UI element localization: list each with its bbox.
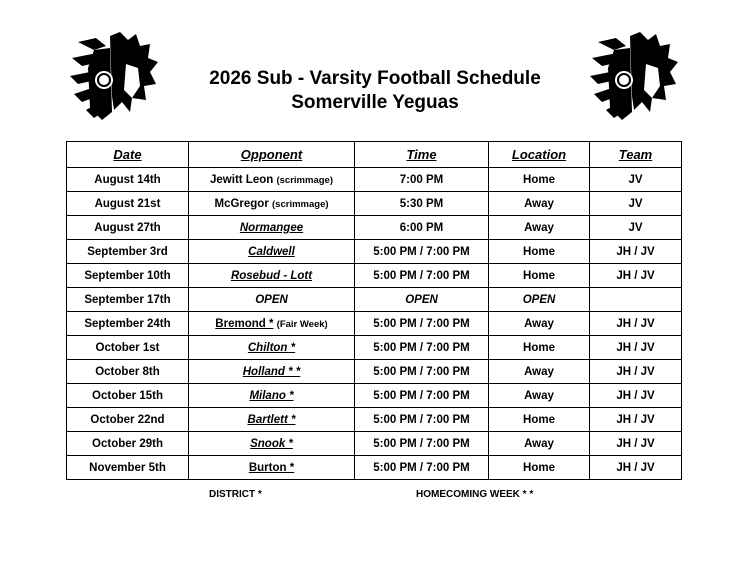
schedule-table <box>66 141 682 480</box>
opponent-cell <box>189 216 355 240</box>
location-cell: Away <box>489 360 590 384</box>
date-cell: October 15th <box>67 384 189 408</box>
location-cell: Home <box>489 168 590 192</box>
column-header-time: Time <box>355 142 489 168</box>
date-cell: September 17th <box>67 288 189 312</box>
team-cell: JH / JV <box>590 312 682 336</box>
time-cell: 5:00 PM / 7:00 PM <box>355 336 489 360</box>
date-cell: October 22nd <box>67 408 189 432</box>
time-cell: 5:00 PM / 7:00 PM <box>355 384 489 408</box>
opponent-name: Bartlett * <box>247 413 296 426</box>
date-cell: November 5th <box>67 456 189 480</box>
date-cell: September 3rd <box>67 240 189 264</box>
time-cell: 6:00 PM <box>355 216 489 240</box>
location-cell: Away <box>489 312 590 336</box>
location-cell: Away <box>489 192 590 216</box>
opponent-name: Caldwell <box>248 245 295 258</box>
opponent-cell <box>189 360 355 384</box>
location-cell: Away <box>489 432 590 456</box>
opponent-cell <box>189 168 355 192</box>
time-cell: 5:00 PM / 7:00 PM <box>355 432 489 456</box>
opponent-cell <box>189 192 355 216</box>
opponent-cell <box>189 408 355 432</box>
opponent-cell <box>189 432 355 456</box>
time-cell: 5:00 PM / 7:00 PM <box>355 240 489 264</box>
table-row <box>67 216 682 240</box>
opponent-name: McGregor <box>214 197 269 210</box>
opponent-name: Burton * <box>248 461 295 474</box>
opponent-cell <box>189 240 355 264</box>
table-row <box>67 240 682 264</box>
opponent-note: (scrimmage) <box>272 198 329 210</box>
table-row <box>67 360 682 384</box>
opponent-cell <box>189 456 355 480</box>
team-cell: JH / JV <box>590 456 682 480</box>
page-title: 2026 Sub - Varsity Football Schedule <box>209 68 541 89</box>
table-header-row <box>67 142 682 168</box>
table-row <box>67 336 682 360</box>
opponent-name: Rosebud - Lott <box>230 269 313 282</box>
page-subtitle: Somerville Yeguas <box>291 92 459 113</box>
date-cell: September 10th <box>67 264 189 288</box>
time-cell: OPEN <box>355 288 489 312</box>
date-cell: August 14th <box>67 168 189 192</box>
location-cell: Home <box>489 264 590 288</box>
opponent-cell: OPEN <box>189 288 355 312</box>
team-cell: JV <box>590 168 682 192</box>
date-cell: October 1st <box>67 336 189 360</box>
table-row <box>67 288 682 312</box>
column-header-team: Team <box>590 142 682 168</box>
column-header-date: Date <box>67 142 189 168</box>
time-cell: 5:00 PM / 7:00 PM <box>355 312 489 336</box>
team-cell: JH / JV <box>590 264 682 288</box>
date-cell: October 29th <box>67 432 189 456</box>
location-cell: OPEN <box>489 288 590 312</box>
team-cell: JV <box>590 216 682 240</box>
opponent-name: Holland * * <box>242 365 301 378</box>
opponent-note: (Fair Week) <box>276 318 328 330</box>
location-cell: Away <box>489 216 590 240</box>
team-cell <box>590 288 682 312</box>
table-row <box>67 456 682 480</box>
table-row <box>67 432 682 456</box>
opponent-name: Normangee <box>239 221 304 234</box>
table-row <box>67 168 682 192</box>
location-cell: Home <box>489 336 590 360</box>
team-cell: JH / JV <box>590 240 682 264</box>
team-cell: JH / JV <box>590 336 682 360</box>
location-cell: Home <box>489 240 590 264</box>
table-row <box>67 408 682 432</box>
team-cell: JH / JV <box>590 408 682 432</box>
time-cell: 5:00 PM / 7:00 PM <box>355 408 489 432</box>
time-cell: 5:00 PM / 7:00 PM <box>355 360 489 384</box>
opponent-note: (scrimmage) <box>276 174 333 186</box>
time-cell: 7:00 PM <box>355 168 489 192</box>
homecoming-legend: HOMECOMING WEEK * * <box>416 489 534 500</box>
location-cell: Home <box>489 456 590 480</box>
table-row <box>67 264 682 288</box>
opponent-cell <box>189 336 355 360</box>
table-row <box>67 312 682 336</box>
opponent-cell <box>189 312 355 336</box>
opponent-name: Bremond * <box>215 317 274 330</box>
location-cell: Away <box>489 384 590 408</box>
team-cell: JH / JV <box>590 360 682 384</box>
table-row <box>67 384 682 408</box>
table-row <box>67 192 682 216</box>
opponent-name: Milano * <box>249 389 294 402</box>
date-cell: August 27th <box>67 216 189 240</box>
opponent-name: Snook * <box>250 437 293 450</box>
opponent-name: Jewitt Leon <box>210 173 274 186</box>
column-header-opponent: Opponent <box>189 142 355 168</box>
time-cell: 5:00 PM / 7:00 PM <box>355 264 489 288</box>
time-cell: 5:00 PM / 7:00 PM <box>355 456 489 480</box>
location-cell: Home <box>489 408 590 432</box>
date-cell: September 24th <box>67 312 189 336</box>
date-cell: October 8th <box>67 360 189 384</box>
team-cell: JH / JV <box>590 432 682 456</box>
time-cell: 5:30 PM <box>355 192 489 216</box>
column-header-location: Location <box>489 142 590 168</box>
opponent-cell <box>189 264 355 288</box>
opponent-cell <box>189 384 355 408</box>
team-cell: JV <box>590 192 682 216</box>
opponent-name: Chilton * <box>247 341 296 354</box>
district-legend: DISTRICT * <box>209 489 262 500</box>
date-cell: August 21st <box>67 192 189 216</box>
team-cell: JH / JV <box>590 384 682 408</box>
